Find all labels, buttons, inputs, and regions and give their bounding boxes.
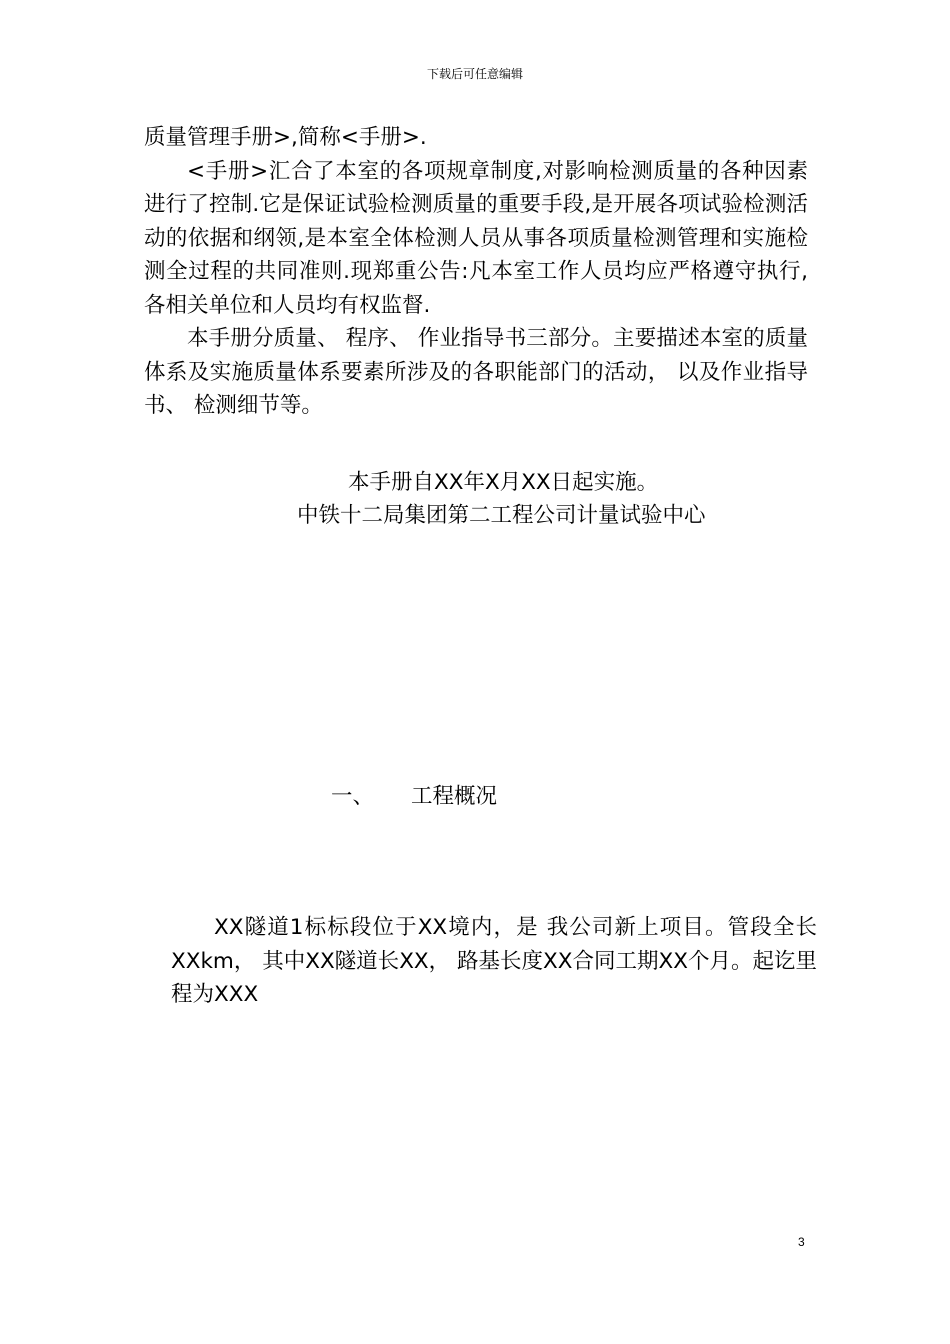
- effective-date-line: 本手册自XX年X月XX日起实施。: [348, 470, 659, 495]
- overview-section: [171, 911, 817, 1012]
- section-number: 一、: [331, 784, 375, 809]
- intro-section: [144, 121, 808, 423]
- intro-paragraph-3: 本手册分质量、 程序、 作业指导书三部分。主要描述本室的质量体系及实施质量体系要素所涉及的各职能部门的活动， 以及作业指导书、 检测细节等。: [144, 326, 808, 418]
- header-note: 下载后可任意编辑: [426, 67, 523, 81]
- organization-name: 中铁十二局集团第二工程公司计量试验中心: [297, 503, 706, 528]
- intro-paragraph-2: <手册>汇合了本室的各项规章制度,对影响检测质量的各种因素进行了控制.它是保证试验检测质量的重要手段,是开展各项试验检测活动的依据和纲领,是本室全体检测人员从事各项质量检测管理和实施检测全过程的共同准则.现郑重公告:凡本室工作人员均应严格遵守执行,各相关单位和人员均有权监督.: [144, 158, 808, 318]
- page-number: 3: [798, 1235, 805, 1249]
- section-heading: [331, 780, 497, 813]
- overview-paragraph: XX隧道1标标段位于XX境内，是 我公司新上项目。管段全长XXkm， 其中XX隧道长XX， 路基长度XX合同工期XX个月。起讫里程为XXX: [171, 915, 817, 1007]
- section-title: 工程概况: [411, 784, 498, 809]
- intro-paragraph-1: 质量管理手册>,简称<手册>.: [144, 125, 427, 150]
- signature-block: [144, 466, 808, 532]
